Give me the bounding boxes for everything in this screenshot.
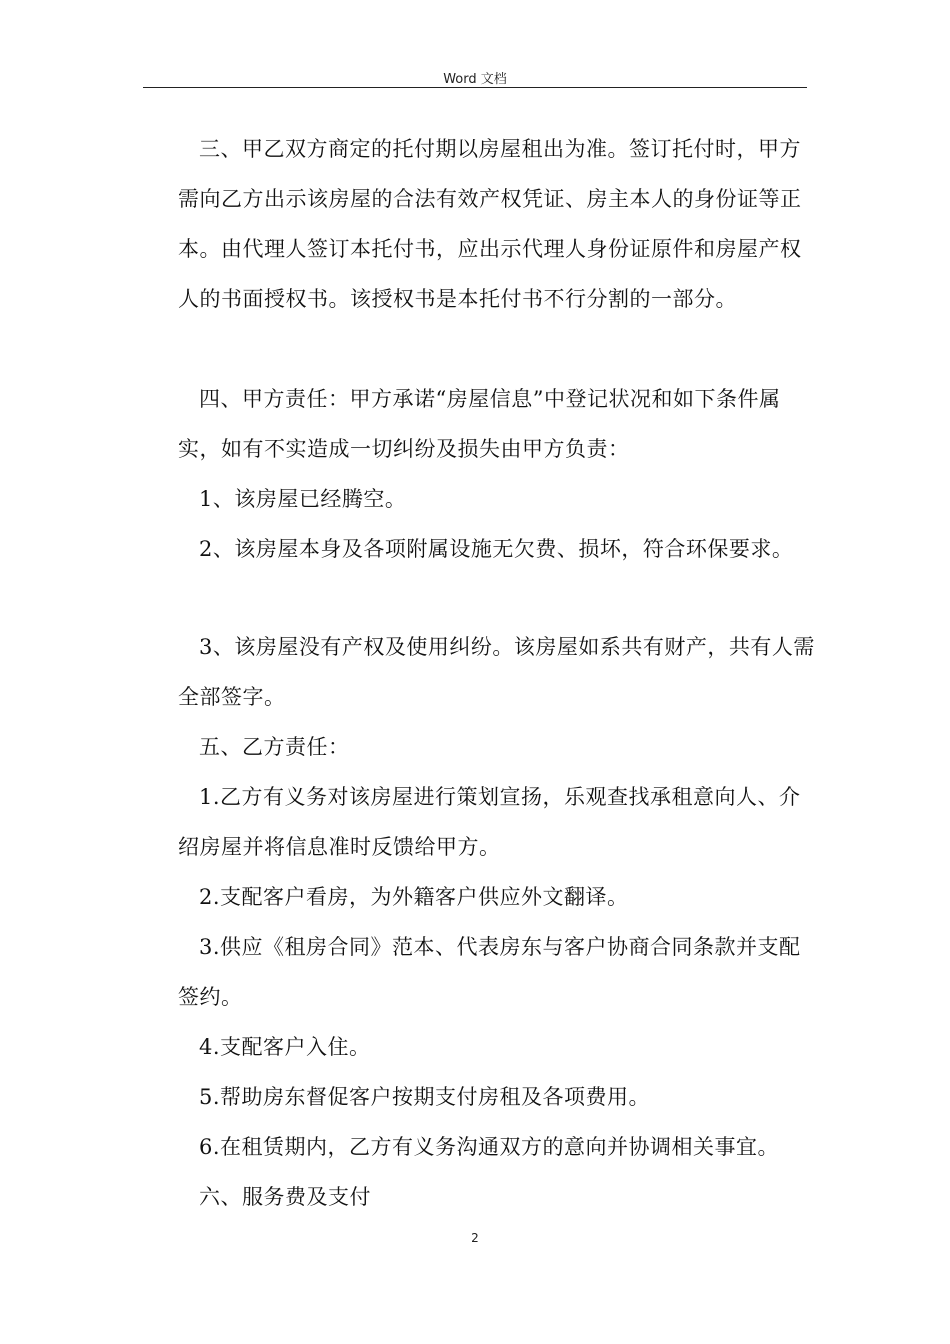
list-item-5-1: 1.乙方有义务对该房屋进行策划宣扬，乐观查找承租意向人、介绍房屋并将信息准时反馈给甲方。 [178,785,801,859]
list-item-5-6: 6.在租赁期内，乙方有义务沟通双方的意向并协调相关事宜。 [199,1135,780,1159]
paragraph-section-4: 四、甲方责任：甲方承诺“房屋信息”中登记状况和如下条件属实，如有不实造成一切纠纷及损失由甲方负责： [178,387,781,461]
list-item-5-4: 4.支配客户入住。 [199,1035,371,1059]
paragraph-section-3: 三、甲乙双方商定的托付期以房屋租出为准。签订托付时，甲方需向乙方出示该房屋的合法有效产权凭证、房主本人的身份证等正本。由代理人签订本托付书，应出示代理人身份证原件和房屋产权人的书面授权书。该授权书是本托付书不行分割的一部分。 [178,137,802,311]
list-item-5-3: 3.供应《租房合同》范本、代表房东与客户协商合同条款并支配签约。 [178,935,801,1009]
list-item-4-2: 2、该房屋本身及各项附属设施无欠费、损坏，符合环保要求。 [199,537,794,561]
paragraph-section-6: 六、服务费及支付 [199,1185,371,1209]
header-title: Word 文档 [443,72,507,87]
page-number: 2 [471,1231,479,1245]
paragraph-section-5: 五、乙方责任： [199,735,350,759]
document-body [178,124,818,1222]
list-item-4-1: 1、该房屋已经腾空。 [199,487,407,511]
list-item-5-5: 5.帮助房东督促客户按期支付房租及各项费用。 [199,1085,651,1109]
list-item-4-3: 3、该房屋没有产权及使用纠纷。该房屋如系共有财产，共有人需全部签字。 [178,635,815,709]
list-item-5-2: 2.支配客户看房，为外籍客户供应外文翻译。 [199,885,629,909]
header-rule [143,87,807,88]
